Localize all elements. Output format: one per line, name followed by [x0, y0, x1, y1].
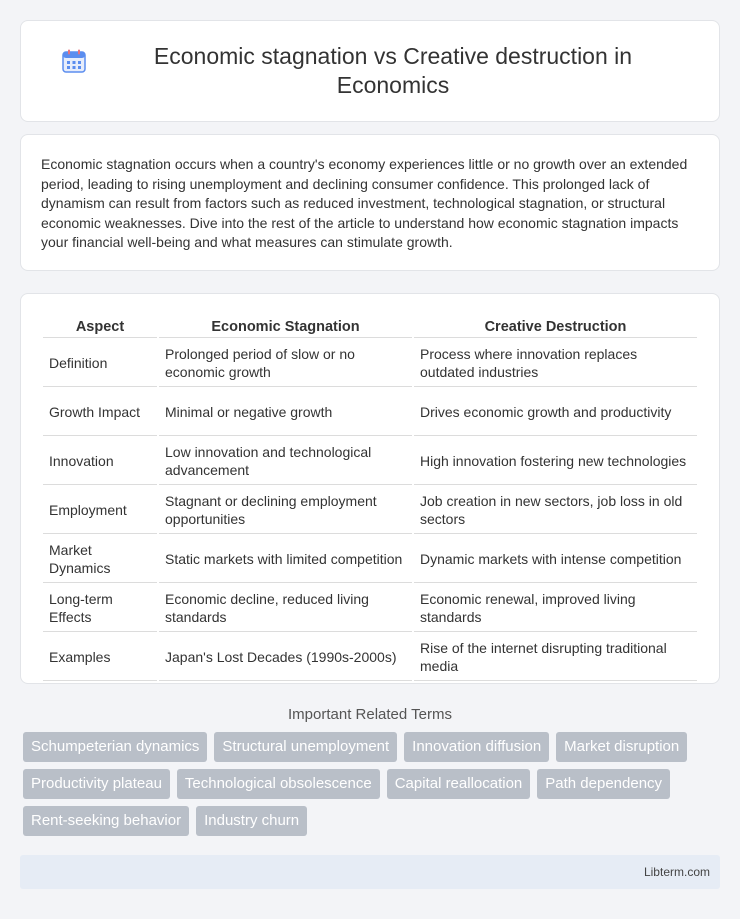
comparison-card	[20, 293, 720, 684]
header-economic-stagnation: Economic Stagnation	[159, 316, 412, 338]
table-row	[43, 389, 697, 436]
stagnation-cell: Low innovation and technological advancement	[159, 438, 412, 485]
row-aspect-cell: Growth Impact	[43, 389, 157, 436]
table-row	[43, 340, 697, 387]
tag-productivity-plateau[interactable]: Productivity plateau	[23, 769, 170, 799]
row-aspect-cell: Employment	[43, 487, 157, 534]
row-aspect-cell: Innovation	[43, 438, 157, 485]
related-terms-tags	[20, 732, 720, 843]
row-aspect-cell: Long-term Effects	[43, 585, 157, 632]
tag-industry-churn[interactable]: Industry churn	[196, 806, 307, 836]
row-aspect-cell: Definition	[43, 340, 157, 387]
creative-destruction-cell: Process where innovation replaces outdated industries	[414, 340, 697, 387]
row-aspect-cell: Market Dynamics	[43, 536, 157, 583]
tag-innovation-diffusion[interactable]: Innovation diffusion	[404, 732, 549, 762]
table-row	[43, 585, 697, 632]
table-header-row	[43, 316, 697, 338]
stagnation-cell: Stagnant or declining employment opportunities	[159, 487, 412, 534]
related-terms-section	[20, 700, 720, 843]
tag-rent-seeking-behavior[interactable]: Rent-seeking behavior	[23, 806, 189, 836]
table-row	[43, 487, 697, 534]
calendar-icon	[61, 48, 87, 74]
title-wrap	[21, 42, 719, 100]
intro-card	[20, 134, 720, 271]
tag-schumpeterian-dynamics[interactable]: Schumpeterian dynamics	[23, 732, 207, 762]
stagnation-cell: Static markets with limited competition	[159, 536, 412, 583]
header-aspect: Aspect	[43, 316, 157, 338]
tag-capital-reallocation[interactable]: Capital reallocation	[387, 769, 531, 799]
title-card	[20, 20, 720, 122]
stagnation-cell: Japan's Lost Decades (1990s-2000s)	[159, 634, 412, 681]
tag-path-dependency[interactable]: Path dependency	[537, 769, 670, 799]
stagnation-cell: Minimal or negative growth	[159, 389, 412, 436]
footer	[20, 855, 720, 889]
footer-brand[interactable]: Libterm.com	[643, 865, 710, 879]
header-creative-destruction: Creative Destruction	[414, 316, 697, 338]
stagnation-cell: Prolonged period of slow or no economic growth	[159, 340, 412, 387]
creative-destruction-cell: Job creation in new sectors, job loss in old sectors	[414, 487, 697, 534]
intro-paragraph: Economic stagnation occurs when a country's economy experiences little or no growth over an extended period, leading to rising unemployment and declining consumer confidence. This prolonged lack of dynamism can result from factors such as reduced investment, technological stagnation, or structural economic weaknesses. Dive into the rest of the article to understand how economic stagnation impacts your financial well-being and what measures can stimulate growth.	[41, 156, 688, 251]
table-row	[43, 536, 697, 583]
creative-destruction-cell: Rise of the internet disrupting traditional media	[414, 634, 697, 681]
tag-technological-obsolescence[interactable]: Technological obsolescence	[177, 769, 380, 799]
creative-destruction-cell: Dynamic markets with intense competition	[414, 536, 697, 583]
creative-destruction-cell: Economic renewal, improved living standards	[414, 585, 697, 632]
table-row	[43, 634, 697, 681]
tag-market-disruption[interactable]: Market disruption	[556, 732, 687, 762]
related-terms-title: Important Related Terms	[288, 706, 452, 723]
row-aspect-cell: Examples	[43, 634, 157, 681]
tag-structural-unemployment[interactable]: Structural unemployment	[214, 732, 397, 762]
creative-destruction-cell: High innovation fostering new technologies	[414, 438, 697, 485]
creative-destruction-cell: Drives economic growth and productivity	[414, 389, 697, 436]
page-title: Economic stagnation vs Creative destruction in Economics	[153, 43, 633, 98]
stagnation-cell: Economic decline, reduced living standards	[159, 585, 412, 632]
table-row	[43, 438, 697, 485]
comparison-table	[41, 314, 699, 683]
